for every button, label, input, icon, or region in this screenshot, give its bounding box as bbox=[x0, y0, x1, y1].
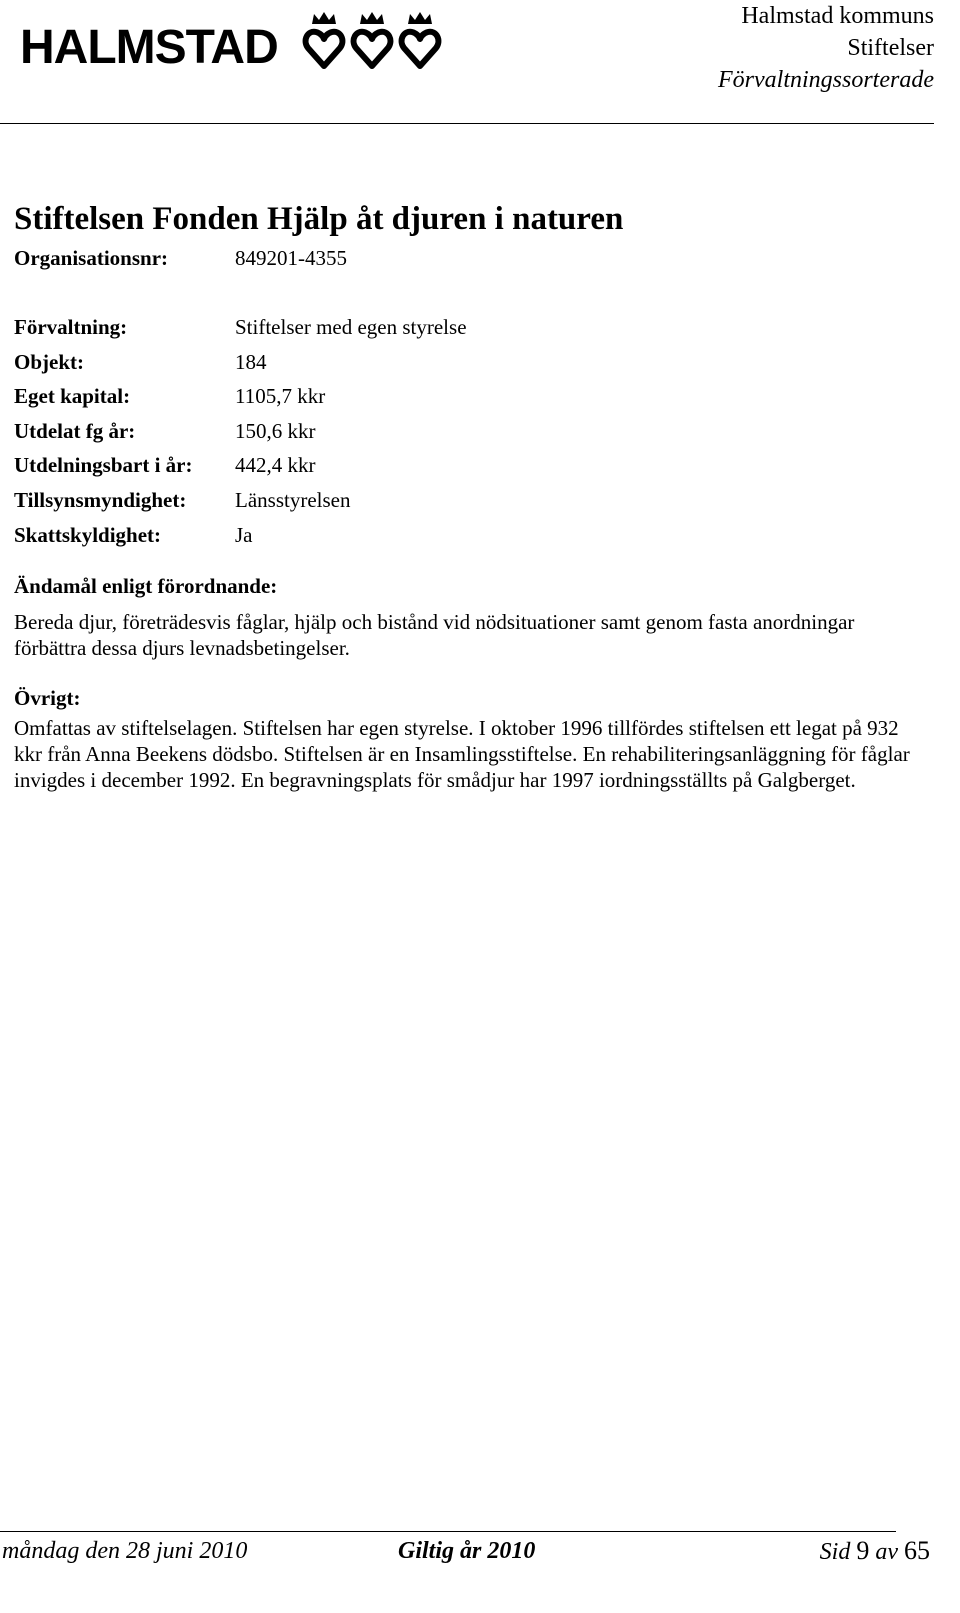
municipality-name: Halmstad kommuns bbox=[741, 3, 934, 29]
crowned-hearts-icon bbox=[302, 10, 452, 72]
other-text: Omfattas av stiftelselagen. Stiftelsen har egen styrelse. I oktober 1996 tillfördes stiftelsen ett legat på 932 kkr från Anna Beekens dödsbo. Stiftelsen är en Insamlingsstiftelse. En rehabiliteringsanläggning för fåglar invigdes i december 1992. En begravningsplats för smådjur har 1997 iordningsställts på Galgberget. bbox=[14, 716, 910, 792]
field-row-objekt bbox=[14, 348, 267, 376]
purpose-text: Bereda djur, företrädesvis fåglar, hjälp och bistånd vid nödsituationer samt genom fasta anordningar förbättra dessa djurs levnadsbetingelser. bbox=[14, 610, 855, 660]
field-label: Objekt: bbox=[14, 350, 84, 374]
category-name: Stiftelser bbox=[847, 35, 934, 61]
field-value: 184 bbox=[235, 350, 267, 374]
org-number-label: Organisationsnr: bbox=[14, 246, 169, 270]
header-divider bbox=[0, 123, 934, 124]
other-heading: Övrigt: bbox=[14, 686, 81, 710]
org-number-value: 849201-4355 bbox=[235, 246, 347, 270]
footer-divider bbox=[0, 1531, 896, 1532]
purpose-heading: Ändamål enligt förordnande: bbox=[14, 574, 278, 598]
field-label: Skattskyldighet: bbox=[14, 523, 162, 547]
field-value: Ja bbox=[235, 523, 253, 547]
field-row-eget-kapital bbox=[14, 382, 325, 410]
field-value: 150,6 kkr bbox=[235, 419, 316, 443]
footer-date: måndag den 28 juni 2010 bbox=[2, 1538, 248, 1564]
page-title: Stiftelsen Fonden Hjälp åt djuren i naturen bbox=[14, 201, 624, 237]
page-current: 9 bbox=[856, 1536, 870, 1565]
field-label: Utdelningsbart i år: bbox=[14, 453, 193, 477]
page-of: av bbox=[875, 1539, 898, 1565]
header-info bbox=[718, 0, 934, 96]
field-label: Eget kapital: bbox=[14, 384, 131, 408]
field-row-utdelat-fg-ar bbox=[14, 417, 316, 445]
field-row-utdelningsbart bbox=[14, 451, 316, 479]
field-value: Länsstyrelsen bbox=[235, 488, 351, 512]
halmstad-logo bbox=[20, 8, 440, 72]
org-number-row bbox=[14, 244, 347, 272]
footer-valid-year: Giltig år 2010 bbox=[398, 1538, 536, 1564]
footer-page-number bbox=[820, 1534, 930, 1569]
sorting-label: Förvaltningssorterade bbox=[718, 67, 934, 93]
field-label: Utdelat fg år: bbox=[14, 419, 136, 443]
field-value: 442,4 kkr bbox=[235, 453, 316, 477]
field-value: Stiftelser med egen styrelse bbox=[235, 315, 467, 339]
field-row-skattskyldighet bbox=[14, 521, 253, 549]
field-label: Tillsynsmyndighet: bbox=[14, 488, 187, 512]
page-prefix: Sid bbox=[819, 1539, 851, 1565]
logo-wordmark: HALMSTAD bbox=[20, 21, 278, 74]
field-row-tillsynsmyndighet bbox=[14, 486, 350, 514]
page-total: 65 bbox=[904, 1536, 930, 1565]
field-value: 1105,7 kkr bbox=[235, 384, 326, 408]
field-row-forvaltning bbox=[14, 313, 467, 341]
field-label: Förvaltning: bbox=[14, 315, 128, 339]
